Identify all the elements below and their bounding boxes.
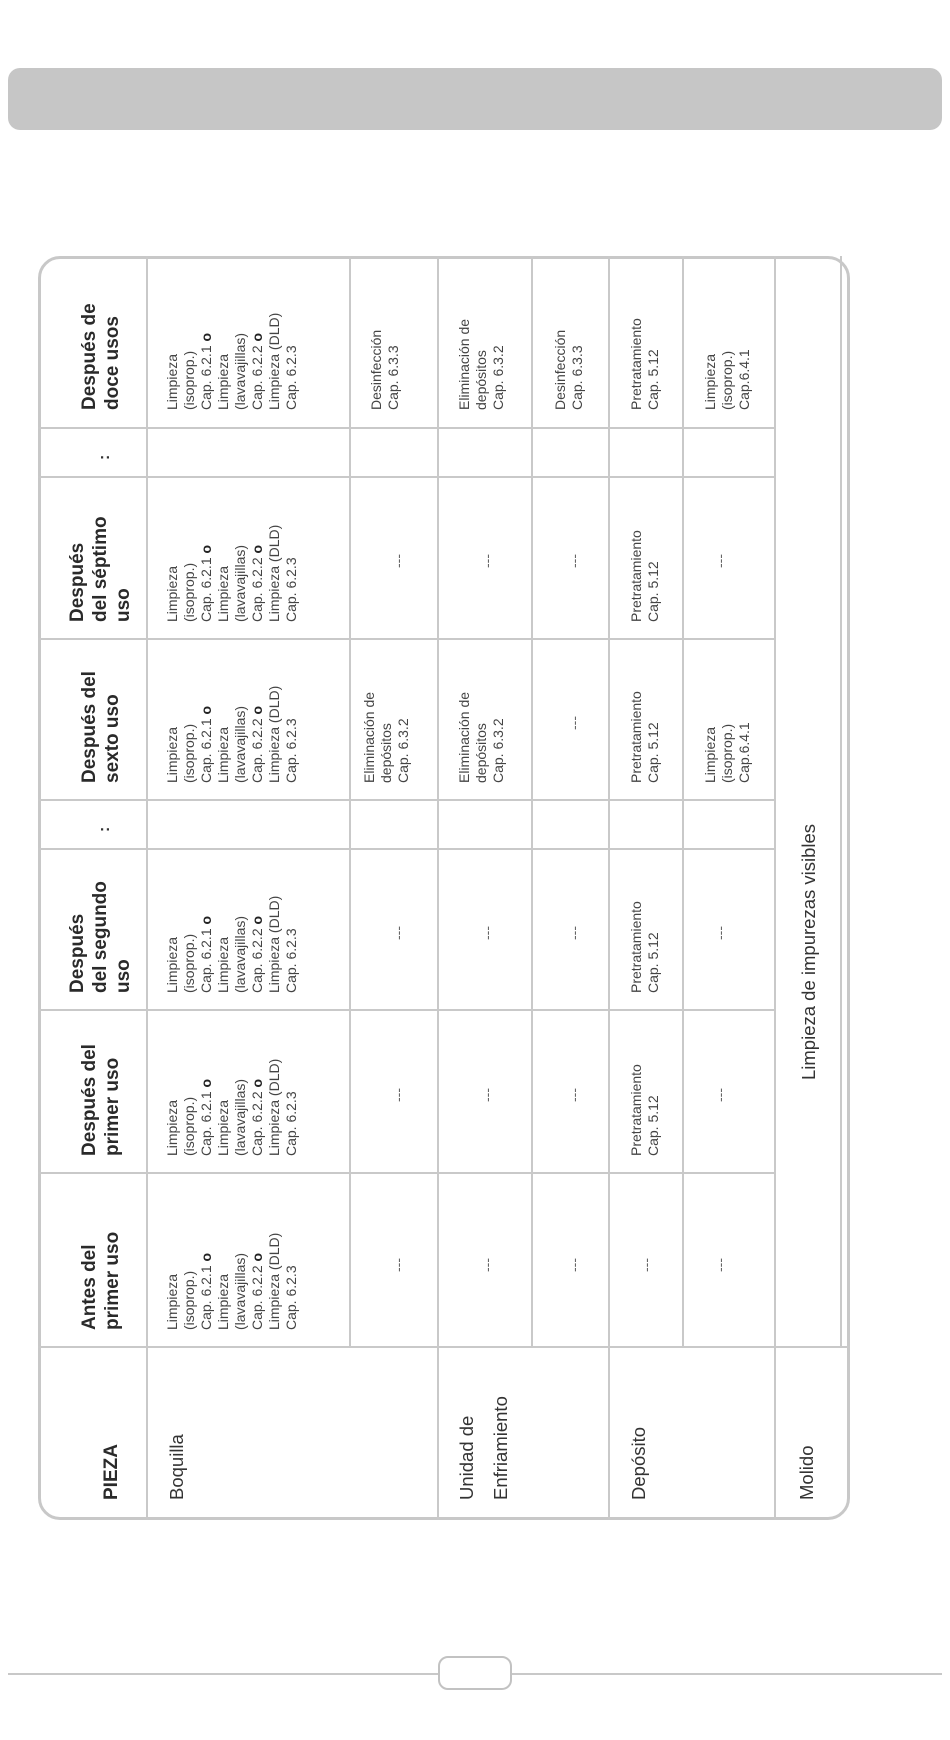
col-divider <box>38 427 774 429</box>
header-before-first-use: Antes del primer uso <box>79 1231 123 1330</box>
descaling-cell: Eliminación de depósitos Cap. 6.3.2 <box>361 691 411 783</box>
dash-cell: --- <box>390 1258 406 1272</box>
dash-cell: --- <box>712 1088 728 1102</box>
part-tank: Depósito <box>628 1426 649 1500</box>
cleaning-iso-cell: Limpieza (isoprop.) Cap.6.4.1 <box>702 722 752 783</box>
dash-cell: --- <box>566 1088 582 1102</box>
col-divider <box>38 1172 774 1174</box>
disinfection-cell: Desinfección Cap. 6.3.3 <box>552 329 585 410</box>
pretreatment-cell: Pretratamiento Cap. 5.12 <box>628 901 661 993</box>
dash-cell: --- <box>390 926 406 940</box>
nozzle-cleaning-cell: Limpieza (isoprop.) Cap. 6.2.1 o Limpieza (lavavajillas) Cap. 6.2.2 o Limpieza (DLD) Cap. 6.2.3 <box>164 895 299 993</box>
dash-cell: --- <box>479 554 495 568</box>
dash-cell: --- <box>566 926 582 940</box>
nozzle-cleaning-cell: Limpieza (isoprop.) Cap. 6.2.1 o Limpieza (lavavajillas) Cap. 6.2.2 o Limpieza (DLD) Cap. 6.2.3 <box>164 1058 299 1156</box>
part-cooling-unit: Unidad de Enfriamiento <box>456 1396 511 1500</box>
visible-impurities-note: Limpieza de impurezas visibles <box>798 823 819 1080</box>
header-after-first-use: Después del primer uso <box>79 1044 123 1156</box>
dash-cell: --- <box>390 1088 406 1102</box>
page-number-tab <box>438 1656 512 1690</box>
pretreatment-cell: Pretratamiento Cap. 5.12 <box>628 1064 661 1156</box>
descaling-cell: Eliminación de depósitos Cap. 6.3.2 <box>456 691 506 783</box>
col-divider <box>38 1009 774 1011</box>
dash-cell: --- <box>479 1258 495 1272</box>
pretreatment-cell: Pretratamiento Cap. 5.12 <box>628 530 661 622</box>
col-divider <box>774 1346 850 1348</box>
dash-cell: --- <box>566 554 582 568</box>
pretreatment-cell: Pretratamiento Cap. 5.12 <box>628 691 661 783</box>
dash-cell: --- <box>479 1088 495 1102</box>
descaling-cell: Eliminación de depósitos Cap. 6.3.2 <box>456 318 506 410</box>
part-ground: Molido <box>796 1445 817 1500</box>
dash-cell: --- <box>479 926 495 940</box>
header-ellipsis: : <box>96 826 113 832</box>
dash-cell: --- <box>712 554 728 568</box>
pretreatment-cell: Pretratamiento Cap. 5.12 <box>628 318 661 410</box>
dash-cell: --- <box>566 716 582 730</box>
dash-cell: --- <box>638 1258 654 1272</box>
nozzle-cleaning-cell: Limpieza (isoprop.) Cap. 6.2.1 o Limpieza (lavavajillas) Cap. 6.2.2 o Limpieza (DLD) Cap. 6.2.3 <box>164 685 299 783</box>
dash-cell: --- <box>712 926 728 940</box>
header-after-sixth-use: Después del sexto uso <box>79 671 123 783</box>
col-divider <box>38 476 774 478</box>
nozzle-cleaning-cell: Limpieza (isoprop.) Cap. 6.2.1 o Limpieza (lavavajillas) Cap. 6.2.2 o Limpieza (DLD) Cap. 6.2.3 <box>164 312 299 410</box>
row-divider <box>146 256 148 1520</box>
dash-cell: --- <box>390 554 406 568</box>
header-after-seventh-use: Después del séptimo uso <box>67 516 134 622</box>
row-divider <box>840 256 842 1348</box>
col-divider <box>38 799 774 801</box>
dash-cell: --- <box>566 1258 582 1272</box>
row-divider <box>531 256 533 1348</box>
dash-cell: --- <box>712 1258 728 1272</box>
disinfection-cell: Desinfección Cap. 6.3.3 <box>368 329 401 410</box>
row-divider <box>774 256 776 1520</box>
row-divider <box>608 256 610 1520</box>
nozzle-cleaning-cell: Limpieza (isoprop.) Cap. 6.2.1 o Limpieza (lavavajillas) Cap. 6.2.2 o Limpieza (DLD) Cap. 6.2.3 <box>164 524 299 622</box>
header-after-twelve-uses: Después de doce usos <box>79 303 123 410</box>
row-divider <box>682 256 684 1348</box>
row-divider <box>437 256 439 1520</box>
maintenance-table <box>38 256 850 1520</box>
col-divider <box>38 848 774 850</box>
row-divider <box>349 256 351 1348</box>
top-bar <box>8 68 942 130</box>
col-divider <box>38 638 774 640</box>
header-part: PIEZA <box>101 1444 122 1500</box>
part-nozzle: Boquilla <box>166 1434 187 1500</box>
col-divider <box>38 1346 774 1348</box>
header-after-second-use: Después del segundo uso <box>67 881 134 993</box>
cleaning-iso-cell: Limpieza (isoprop.) Cap.6.4.1 <box>702 349 752 410</box>
nozzle-cleaning-cell: Limpieza (isoprop.) Cap. 6.2.1 o Limpieza (lavavajillas) Cap. 6.2.2 o Limpieza (DLD) Cap. 6.2.3 <box>164 1232 299 1330</box>
header-ellipsis: : <box>96 454 113 460</box>
